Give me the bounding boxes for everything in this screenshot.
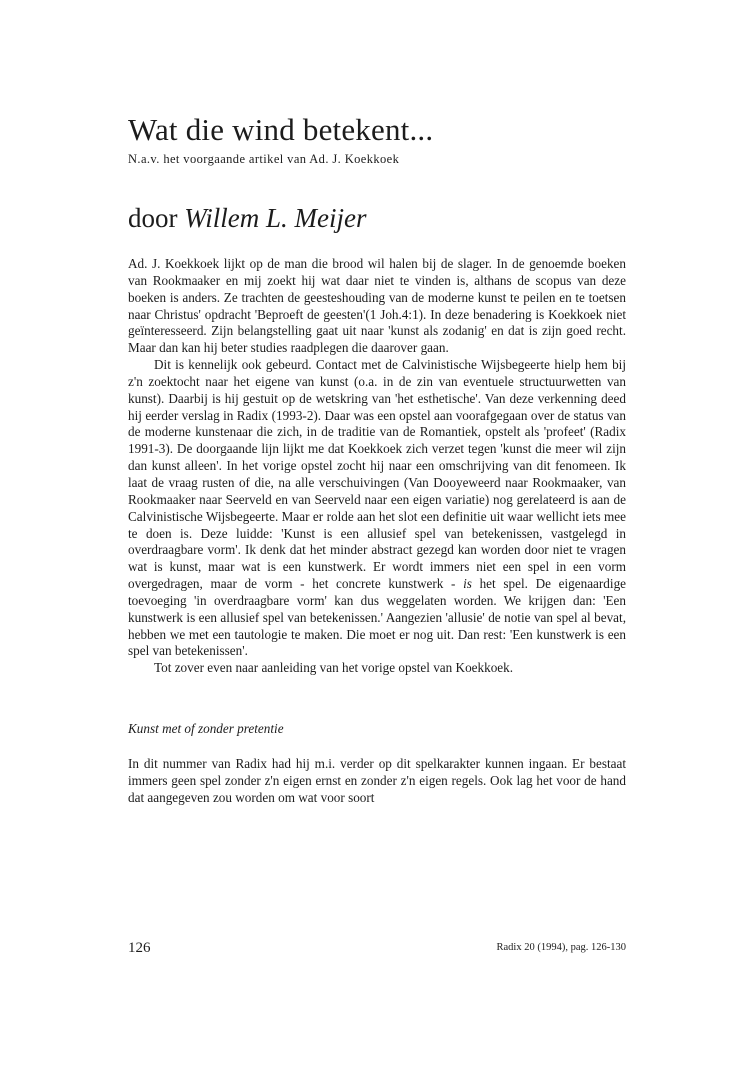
emphasis-is: is xyxy=(463,576,472,592)
paragraph-1: Ad. J. Koekkoek lijkt op de man die brood wil halen bij de slager. In de genoemde boeken van Rookmaaker en mij zoekt hij wat daar niet te vinden is, althans de scopus van deze boeken is anders. Ze trachten de geesteshouding van de moderne kunst te peilen en te toetsen naar Christus' opdracht 'Beproeft de geesten'(1 Joh.4:1). In deze benadering is Koekkoek niet geïnteresseerd. Zijn belangstelling gaat uit naar 'kunst als zodanig' en dat is zijn goed recht. Maar dan kan hij beter studies raadplegen die daarover gaan. xyxy=(128,256,626,356)
paragraph-2 xyxy=(128,357,626,660)
section-paragraph-1: In dit nummer van Radix had hij m.i. verder op dit spelkarakter kunnen ingaan. Er bestaat immers geen spel zonder z'n eigen ernst en zonder z'n eigen regels. Ook lag het voor de hand dat aangegeven zou worden om wat voor soort xyxy=(128,756,626,805)
section-body xyxy=(128,756,626,807)
page-number: 126 xyxy=(128,940,151,956)
article-subtitle: N.a.v. het voorgaande artikel van Ad. J. Koekkoek xyxy=(128,152,400,166)
paragraph-2-part-1: Dit is kennelijk ook gebeurd. Contact met de Calvinistische Wijsbegeerte hielp hem bij z'n zoektocht naar het eigene van kunst (o.a. in de zin van eventuele structuurwetten van kunst). Daarbij is hij gestuit op de wetskring van 'het esthetische'. Van deze verkenning deed hij eerder verslag in Radix (1993-2). Daar was een opstel aan voorafgegaan over de status van de moderne kunstenaar die zich, in de traditie van de Romantiek, opstelt als 'profeet' (Radix 1991-3). De doorgaande lijn lijkt me dat Koekkoek zich verzet tegen 'kunst die meer wil zijn dan kunst alleen'. In het vorige opstel zocht hij naar een omschrijving van dit fenomeen. Ik laat de vraag rusten of die, na alle verschuivingen (Van Dooyeweerd naar Rookmaaker, van Rookmaaker naar Seerveld en van Seerveld naar een eigen variatie) nog gerelateerd is aan de Calvinistische Wijsbegeerte. Maar er rolde aan het slot een definitie uit waar wellicht iets mee te doen is. Deze luidde: 'Kunst is een allusief spel van betekenissen, vastgelegd in overdraagbare vorm'. Ik denk dat het minder abstract gezegd kan worden door niet te vragen wat is kunst, maar wat is een kunstwerk. Er wordt immers niet een spel in een vorm overgedragen, maar de vorm - het concrete kunstwerk - xyxy=(128,357,626,592)
section-heading: Kunst met of zonder pretentie xyxy=(128,721,284,737)
page-footer xyxy=(128,940,626,958)
journal-citation: Radix 20 (1994), pag. 126-130 xyxy=(496,942,626,953)
paragraph-2-part-2: het spel. De eigenaardige toevoeging 'in overdraagbare vorm' kan dus weggelaten worden. We krijgen dan: 'Een kunstwerk is een allusief spel van betekenissen.' Aangezien 'allusie' de notie van spel al bevat, hebben we met een tautologie te maken. Die moet er nog uit. Dan rest: 'Een kunstwerk is een spel van betekenissen'. xyxy=(128,576,627,659)
author-name: Willem L. Meijer xyxy=(184,203,367,233)
paragraph-3: Tot zover even naar aanleiding van het vorige opstel van Koekkoek. xyxy=(154,660,514,676)
article-body xyxy=(128,256,626,677)
article-page xyxy=(128,112,626,820)
byline xyxy=(128,203,626,234)
byline-prefix: door xyxy=(128,203,178,233)
article-title: Wat die wind betekent... xyxy=(128,112,434,147)
